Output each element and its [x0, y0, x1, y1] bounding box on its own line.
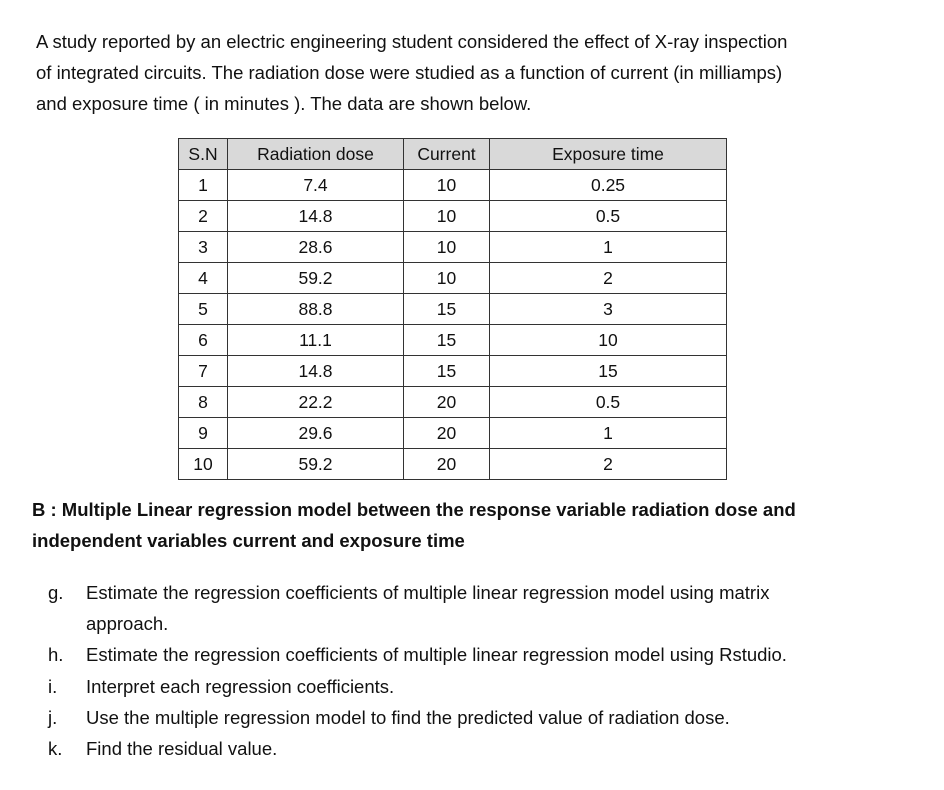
question-letter: g.	[48, 582, 64, 603]
question-line: Find the residual value.	[86, 738, 278, 760]
cell-sn: 9	[179, 418, 228, 449]
intro-line: A study reported by an electric engineering student considered the effect of X-ray inspection	[36, 31, 788, 52]
cell-radiation-dose: 11.1	[228, 325, 404, 356]
question-list	[48, 577, 908, 764]
cell-radiation-dose: 14.8	[228, 356, 404, 387]
section-b-line: independent variables current and exposure time	[32, 530, 465, 551]
header-radiation-dose: Radiation dose	[228, 139, 404, 170]
table-row	[179, 356, 727, 387]
question-letter: h.	[48, 644, 64, 666]
table-row	[179, 387, 727, 418]
cell-current: 20	[404, 418, 490, 449]
question-line: Estimate the regression coefficients of multiple linear regression model using Rstudio.	[86, 644, 787, 666]
cell-sn: 5	[179, 294, 228, 325]
cell-radiation-dose: 88.8	[228, 294, 404, 325]
table-row	[179, 449, 727, 480]
cell-sn: 4	[179, 263, 228, 294]
question-line: Use the multiple regression model to find the predicted value of radiation dose.	[86, 706, 730, 728]
question-text	[86, 671, 908, 702]
cell-current: 20	[404, 387, 490, 418]
cell-sn: 1	[179, 170, 228, 201]
table-row	[179, 201, 727, 232]
intro-line: of integrated circuits. The radiation dose were studied as a function of current (in milliamps)	[36, 62, 783, 83]
cell-sn: 7	[179, 356, 228, 387]
cell-current: 15	[404, 356, 490, 387]
section-b-line: B : Multiple Linear regression model between the response variable radiation dose and	[32, 499, 796, 520]
question-line: Estimate the regression coefficients of multiple linear regression model using matrix	[86, 582, 770, 603]
question-item	[48, 702, 908, 733]
cell-radiation-dose: 29.6	[228, 418, 404, 449]
cell-radiation-dose: 22.2	[228, 387, 404, 418]
question-item	[48, 639, 908, 670]
question-item	[48, 577, 908, 639]
cell-sn: 6	[179, 325, 228, 356]
cell-current: 20	[404, 449, 490, 480]
table-row	[179, 263, 727, 294]
question-text	[86, 639, 908, 670]
cell-current: 15	[404, 294, 490, 325]
header-sn: S.N	[179, 139, 228, 170]
cell-exposure-time: 1	[490, 418, 727, 449]
question-letter: k.	[48, 738, 63, 760]
header-current: Current	[404, 139, 490, 170]
question-line: approach.	[86, 613, 169, 635]
section-b-heading	[32, 494, 912, 556]
question-letter: j.	[48, 706, 58, 728]
cell-exposure-time: 2	[490, 449, 727, 480]
question-text	[86, 577, 908, 639]
intro-paragraph	[36, 26, 916, 119]
question-line: Interpret each regression coefficients.	[86, 675, 395, 697]
cell-exposure-time: 0.25	[490, 170, 727, 201]
table-body	[179, 170, 727, 480]
table-header-row	[179, 139, 727, 170]
cell-current: 10	[404, 263, 490, 294]
question-letter: i.	[48, 675, 58, 697]
cell-sn: 10	[179, 449, 228, 480]
cell-current: 10	[404, 232, 490, 263]
cell-exposure-time: 2	[490, 263, 727, 294]
cell-exposure-time: 15	[490, 356, 727, 387]
table-row	[179, 170, 727, 201]
cell-current: 10	[404, 201, 490, 232]
cell-exposure-time: 3	[490, 294, 727, 325]
header-exposure-time: Exposure time	[490, 139, 727, 170]
intro-line: and exposure time ( in minutes ). The data are shown below.	[36, 93, 532, 114]
cell-radiation-dose: 59.2	[228, 263, 404, 294]
data-table	[178, 138, 727, 480]
cell-exposure-time: 1	[490, 232, 727, 263]
cell-current: 10	[404, 170, 490, 201]
cell-radiation-dose: 7.4	[228, 170, 404, 201]
cell-sn: 3	[179, 232, 228, 263]
cell-radiation-dose: 28.6	[228, 232, 404, 263]
cell-exposure-time: 10	[490, 325, 727, 356]
cell-current: 15	[404, 325, 490, 356]
cell-exposure-time: 0.5	[490, 201, 727, 232]
question-text	[86, 733, 908, 764]
table-row	[179, 294, 727, 325]
table-row	[179, 325, 727, 356]
cell-exposure-time: 0.5	[490, 387, 727, 418]
cell-radiation-dose: 59.2	[228, 449, 404, 480]
question-item	[48, 671, 908, 702]
table-row	[179, 232, 727, 263]
table-row	[179, 418, 727, 449]
cell-sn: 2	[179, 201, 228, 232]
question-text	[86, 702, 908, 733]
cell-radiation-dose: 14.8	[228, 201, 404, 232]
cell-sn: 8	[179, 387, 228, 418]
question-item	[48, 733, 908, 764]
